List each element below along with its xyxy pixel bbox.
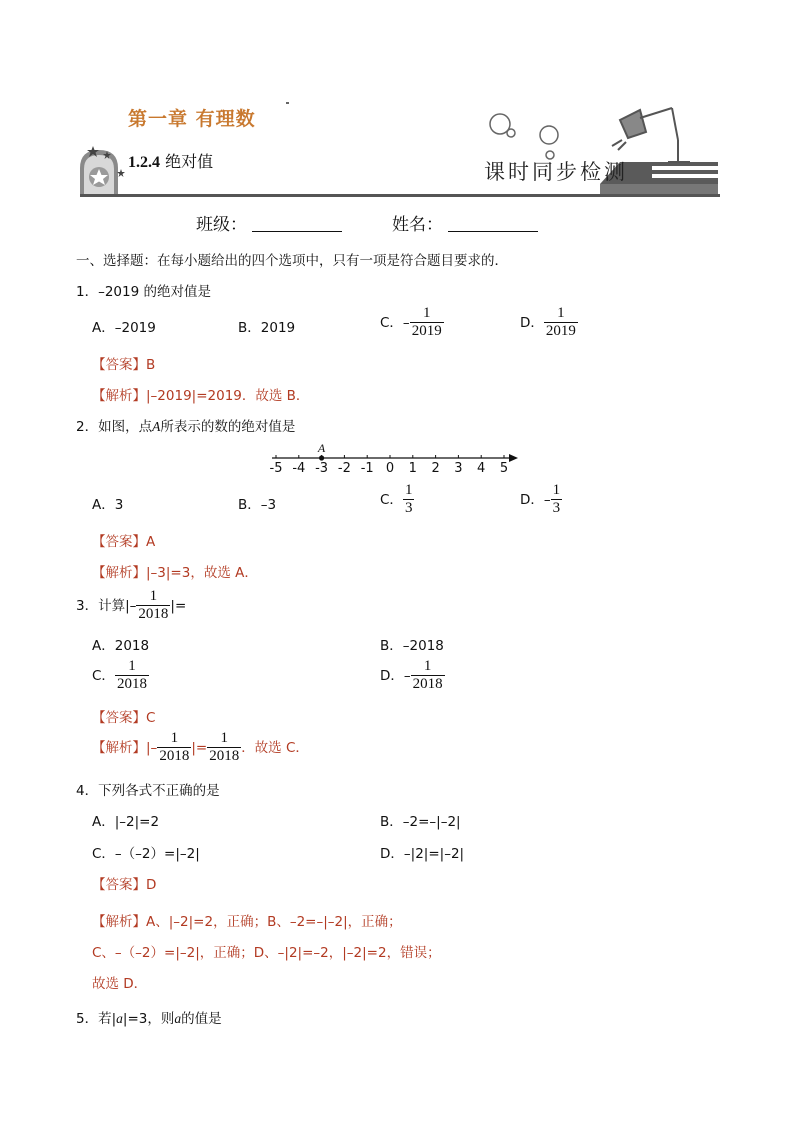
answer-value: B xyxy=(146,357,156,373)
analysis-text: |–2019|=2019．故选 B． xyxy=(146,388,310,404)
q2-option-c-label: C． xyxy=(380,491,403,508)
q3-stem-post: |= xyxy=(170,597,187,614)
q2-stem-post: 所表示的数的绝对值是 xyxy=(160,419,296,435)
q2-option-d xyxy=(520,482,562,518)
q1-option-c-fraction xyxy=(410,305,444,341)
fraction-denominator: 2018 xyxy=(209,748,240,765)
q3-option-d-label: D．– xyxy=(380,667,411,684)
q1-option-b: B．2019 xyxy=(238,320,296,336)
fraction-numerator: 1 xyxy=(149,588,158,604)
q3-stem-pre: 3．计算|– xyxy=(76,597,137,614)
number-line-tick-label: 1 xyxy=(408,461,417,476)
answer-value: D xyxy=(146,877,157,893)
analysis-text-pre: |– xyxy=(146,739,158,756)
answer-value: A xyxy=(146,534,156,550)
q3-option-c-label: C． xyxy=(92,667,115,684)
number-line-tick-label: 5 xyxy=(499,461,509,476)
q1-option-d-fraction xyxy=(544,305,578,341)
section-title xyxy=(128,149,213,172)
point-a-marker xyxy=(319,455,324,460)
fraction-denominator: 2018 xyxy=(159,748,190,765)
q3-option-b: B．–2018 xyxy=(380,638,444,654)
q2-answer xyxy=(92,530,155,550)
number-line-tick-label: -5 xyxy=(269,461,283,476)
q1-option-d xyxy=(520,305,578,341)
q1-option-c-label: C．– xyxy=(380,314,410,331)
fraction-denominator: 2018 xyxy=(138,606,169,623)
q4-stem: 4．下列各式不正确的是 xyxy=(76,783,220,799)
fraction-denominator: 3 xyxy=(552,500,561,517)
q3-option-d xyxy=(380,658,445,694)
bubbles-icon xyxy=(490,114,558,159)
q2-option-c xyxy=(380,482,414,518)
q2-option-d-label: D．– xyxy=(520,491,551,508)
number-line-tick-label: 0 xyxy=(385,461,395,476)
q4-option-b: B．–2=–|–2| xyxy=(380,814,461,830)
q2-option-b: B．–3 xyxy=(238,497,277,513)
fraction-numerator: 1 xyxy=(128,658,136,674)
fraction-numerator: 1 xyxy=(557,305,565,321)
name-field xyxy=(392,210,538,235)
header-decoration xyxy=(0,0,794,200)
q4-option-c: C．–（–2）=|–2| xyxy=(92,846,200,862)
fraction-denominator: 3 xyxy=(404,500,413,517)
section-name: 绝对值 xyxy=(165,152,214,171)
analysis-text-mid: |= xyxy=(191,739,208,756)
class-label: 班级： xyxy=(196,215,247,235)
number-line-tick-label: -4 xyxy=(292,461,306,476)
fraction-numerator: 1 xyxy=(404,482,413,498)
fraction-denominator: 2018 xyxy=(116,676,147,693)
analysis-label: 【解析】 xyxy=(92,388,146,404)
star-badge-icon xyxy=(80,146,125,195)
q4-option-a: A．|–2|=2 xyxy=(92,814,160,830)
q3-option-d-fraction xyxy=(411,658,445,694)
analysis-label: 【解析】 xyxy=(92,565,146,581)
fraction-numerator: 1 xyxy=(220,730,228,746)
answer-label: 【答案】 xyxy=(92,877,146,893)
fraction-denominator: 2019 xyxy=(411,323,442,340)
q5-variable: a xyxy=(174,1011,182,1026)
fraction-numerator: 1 xyxy=(423,658,432,674)
fraction-numerator: 1 xyxy=(552,482,561,498)
class-blank[interactable] xyxy=(252,215,342,232)
fraction-denominator: 2018 xyxy=(412,676,443,693)
q3-answer xyxy=(92,706,155,726)
q1-answer xyxy=(92,353,155,373)
analysis-label: 【解析】 xyxy=(92,739,146,756)
q5-stem-mid: |=3，则 xyxy=(122,1011,175,1027)
number-line-tick-label: 3 xyxy=(454,461,463,476)
fraction-numerator: 1 xyxy=(170,730,179,746)
q3-option-a: A．2018 xyxy=(92,638,150,654)
number-line-tick-label: -1 xyxy=(360,461,374,476)
number-line-tick-label: -2 xyxy=(337,461,351,476)
section-number: 1.2.4 xyxy=(128,154,160,171)
q5-stem-post: 的值是 xyxy=(181,1011,222,1027)
point-a-label: A xyxy=(317,441,326,455)
q3-stem xyxy=(76,588,186,624)
fraction-denominator: 2019 xyxy=(545,323,576,340)
q5-stem xyxy=(76,1007,222,1027)
q3-analysis-fraction-1 xyxy=(157,730,191,766)
q5-variable: a xyxy=(116,1011,123,1026)
q2-option-a: A．3 xyxy=(92,497,124,513)
q3-option-c-fraction xyxy=(115,658,149,694)
q2-option-c-fraction xyxy=(403,482,415,518)
q1-analysis xyxy=(92,384,309,404)
q3-option-c xyxy=(92,658,149,694)
q4-answer xyxy=(92,873,156,893)
q3-stem-fraction xyxy=(136,588,170,624)
fraction-numerator: 1 xyxy=(422,305,431,321)
section-intro: 一、选择题：在每小题给出的四个选项中，只有一项是符合题目要求的． xyxy=(76,253,508,269)
answer-label: 【答案】 xyxy=(92,710,146,726)
q1-option-c xyxy=(380,305,444,341)
analysis-text-post: ．故选 C． xyxy=(241,739,309,756)
analysis-label: 【解析】 xyxy=(92,914,146,930)
q1-stem: 1．–2019 的绝对值是 xyxy=(76,284,211,300)
q1-option-d-label: D． xyxy=(520,314,544,331)
q2-stem-pre: 2．如图，点 xyxy=(76,419,153,435)
number-line-tick-label: 2 xyxy=(431,461,440,476)
q4-option-d: D．–|2|=|–2| xyxy=(380,846,465,862)
name-label: 姓名： xyxy=(392,215,443,235)
tagline: 课时同步检测 xyxy=(484,160,628,184)
q4-analysis-line-1 xyxy=(92,910,402,930)
q3-analysis-fraction-2 xyxy=(207,730,241,766)
q3-analysis xyxy=(92,730,309,766)
number-line-tick-label: 4 xyxy=(477,461,486,476)
number-line xyxy=(266,438,522,478)
answer-label: 【答案】 xyxy=(92,357,146,373)
q4-analysis-line-2: C、–（–2）=|–2|，正确；D、–|2|=–2，|–2|=2，错误； xyxy=(92,945,441,961)
q2-option-d-fraction xyxy=(551,482,563,518)
class-field xyxy=(196,210,342,235)
analysis-text: A、|–2|=2，正确；B、–2=–|–2|，正确； xyxy=(146,914,402,930)
q4-analysis-line-3: 故选 D． xyxy=(92,976,148,992)
q1-option-a: A．–2019 xyxy=(92,320,156,336)
answer-value: C xyxy=(146,710,156,726)
name-blank[interactable] xyxy=(448,215,538,232)
answer-label: 【答案】 xyxy=(92,534,146,550)
number-line-tick-label: -3 xyxy=(315,461,329,476)
q2-point-label: A xyxy=(152,419,161,434)
desk-lamp-icon xyxy=(612,108,690,162)
q5-stem-pre: 5．若| xyxy=(76,1011,117,1027)
analysis-text: |–3|=3，故选 A． xyxy=(146,565,258,581)
q2-stem xyxy=(76,415,295,435)
number-line-arrow xyxy=(509,454,518,462)
q2-analysis xyxy=(92,561,258,581)
chapter-title: 第一章 有理数 xyxy=(128,108,256,130)
